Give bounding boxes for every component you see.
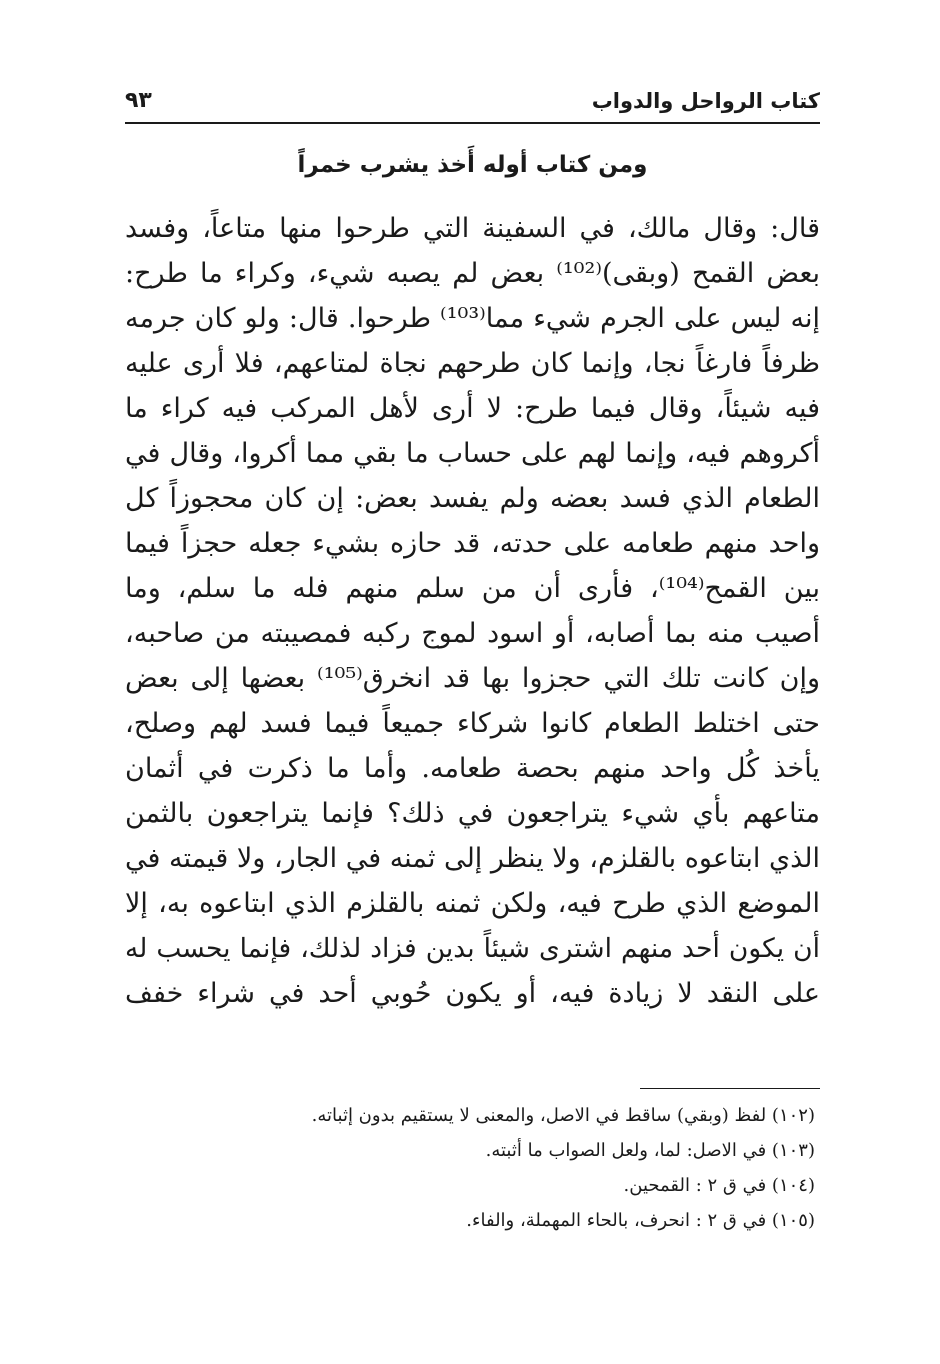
body-line: الموضع الذي طرح فيه، ولكن ثمنه بالقلزم الذي ابتاعوه به، إلا — [125, 888, 820, 919]
header-rule — [125, 122, 820, 124]
body-line: على النقد لا زيادة فيه، أو يكون حُوبي أحد في شراء خفف — [125, 978, 820, 1009]
body-line: فيه شيئاً، وقال فيما طرح: لا أرى لأهل المركب فيه كراء ما — [125, 393, 821, 424]
body-line: الطعام الذي فسد بعضه ولم يفسد بعض: إن كان محجوزاً كل — [125, 483, 820, 514]
body-line: إنه ليس على الجرم شيء مما⁽¹⁰³⁾ طرحوا. قال: ولو كان جرمه — [125, 303, 820, 334]
body-line: أكروهم فيه، وإنما لهم على حساب ما بقي مما أكروا، وقال في — [125, 438, 820, 469]
body-line: يأخذ كُل واحد منهم بحصة طعامه. وأما ما ذكرت في أثمان — [125, 753, 820, 784]
body-line: بعض القمح (وبقى)⁽¹⁰²⁾ بعض لم يصبه شيء، وكراء ما طرح: — [125, 258, 821, 289]
page-number: ٩٣ — [125, 88, 152, 113]
body-line: قال: وقال مالك، في السفينة التي طرحوا منها متاعاً، وفسد — [125, 213, 820, 244]
running-header — [125, 86, 820, 120]
body-line: بين القمح⁽¹⁰⁴⁾، فأرى أن من سلم منهم فله ما سلم، وما — [125, 573, 821, 604]
body-line: أصيب منه بما أصابه، أو اسود لموج ركبه فمصيبته من صاحبه، — [125, 618, 820, 649]
footnote-102: (١٠٢) لفظ (وبقي) ساقط في الاصل، والمعنى لا يستقيم بدون إثباته. — [311, 1105, 815, 1126]
footnotes — [125, 1098, 815, 1238]
book-title: كتاب الرواحل والدواب — [591, 89, 820, 113]
body-line: حتى اختلط الطعام كانوا شركاء جميعاً فيما فسد لهم وصلح، — [125, 708, 820, 739]
footnote-103: (١٠٣) في الاصل: لما، ولعل الصواب ما أثبته. — [485, 1140, 815, 1161]
body-line: متاعهم بأي شيء يتراجعون في ذلك؟ فإنما يتراجعون بالثمن — [125, 798, 820, 829]
footnote-104: (١٠٤) في ق ٢ : القمحين. — [623, 1175, 815, 1196]
section-heading: ومن كتاب أوله أَخذ يشرب خمراً — [297, 152, 648, 178]
body-line: ظرفاً فارغاً نجا، وإنما كان طرحهم نجاة لمتاعهم، فلا أرى عليه — [125, 348, 820, 379]
body-text — [125, 206, 820, 1016]
footnote-rule — [640, 1088, 820, 1089]
footnote-105: (١٠٥) في ق ٢ : انحرف، بالحاء المهملة، والفاء. — [466, 1210, 815, 1231]
body-line: الذي ابتاعوه بالقلزم، ولا ينظر إلى ثمنه في الجار، ولا قيمته في — [125, 843, 820, 874]
body-line: أن يكون أحد منهم اشترى شيئاً بدين فزاد لذلك، فإنما يحسب له — [125, 933, 820, 964]
body-line: واحد منهم طعامه على حدته، قد حازه بشيء جعله حجزاً فيما — [125, 528, 820, 559]
body-line: وإن كانت تلك التي حجزوا بها قد انخرق⁽¹⁰⁵⁾ بعضها إلى بعض — [125, 663, 820, 694]
